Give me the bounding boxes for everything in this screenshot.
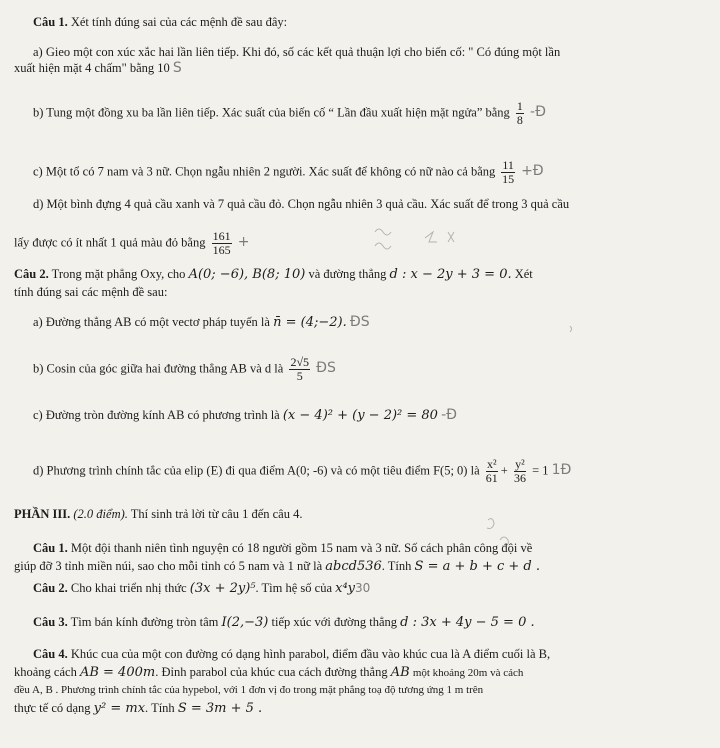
phan3-q3-center: I(2,−3) xyxy=(221,615,269,630)
handwritten-mark: S xyxy=(172,60,182,76)
phan3-heading xyxy=(14,506,302,522)
phan3-q2-text: Cho khai triển nhị thức xyxy=(70,581,187,595)
handwritten-mark: -Đ xyxy=(441,407,457,423)
scribble xyxy=(487,519,494,529)
phan3-q1-text2: giúp đỡ 3 tỉnh miền núi, sao cho mỗi tỉnh có 5 nam và 1 nữ là xyxy=(14,559,323,573)
cau2-a-vector: n̄ = (4;−2). xyxy=(273,315,347,330)
cau1-d-line2 xyxy=(14,230,249,257)
cau2-points: A(0; −6), B(8; 10) xyxy=(188,267,306,282)
phan3-q2-term: x⁴y xyxy=(335,581,356,596)
handwritten-mark: +Đ xyxy=(521,163,544,180)
phan3-q4-ab: AB xyxy=(390,665,410,680)
cau2-c-text: c) Đường tròn đường kính AB có phương trình là xyxy=(33,408,280,422)
phan3-title: PHẦN III. xyxy=(14,507,71,521)
cau1-b-text: b) Tung một đồng xu ba lần liên tiếp. Xác suất của biến cố “ Lần đầu xuất hiện mặt ngửa” bằng xyxy=(33,105,510,120)
scribble xyxy=(448,232,454,242)
cau1-heading xyxy=(33,14,287,30)
phan3-q1-line2 xyxy=(14,558,540,575)
cau2-line2: tính đúng sai các mệnh đề sau: xyxy=(14,285,168,299)
phan3-q4-text4a: thực tế có dạng xyxy=(14,701,91,715)
cau1-c xyxy=(33,159,544,186)
cau2-d: d) Phương trình chính tắc của elip (E) đi qua điểm A(0; -6) và có một tiêu điểm F(5; 0) là $\frac{\text{x²}}{61}$ + $\frac{\text{y²}}{36}$ = 1 1Đ xyxy=(33,457,572,485)
cau2-d-x-fraction: $\frac{\text{x²}}{61}$ xyxy=(485,457,498,485)
phan3-q1-eq: S = a + b + c + d . xyxy=(414,559,541,574)
phan3-q1-text3: . Tính xyxy=(381,559,412,573)
phan3-q4-text4b: . Tính xyxy=(145,701,175,715)
phan3-q3 xyxy=(33,614,535,631)
cau2-text-c: Xét xyxy=(514,267,533,281)
cau2-text-a: Trong mặt phẳng Oxy, cho xyxy=(51,267,186,281)
cau2-text-b: và đường thẳng xyxy=(308,267,387,281)
phan3-q4-text2a: khoảng cách xyxy=(14,665,77,679)
cau1-d-text: lấy được có ít nhất 1 quả màu đỏ bằng xyxy=(14,235,206,250)
phan3-desc: Thí sinh trả lời từ câu 1 đến câu 4. xyxy=(130,507,303,521)
phan3-q4-distance: AB = 400m xyxy=(79,665,156,680)
phan3-q2-title: Câu 2. xyxy=(33,581,68,595)
handwritten-mark: ĐS xyxy=(349,314,370,330)
phan3-q2 xyxy=(33,580,370,597)
scribble xyxy=(570,326,572,332)
phan3-q3-text2: tiếp xúc với đường thẳng xyxy=(271,615,398,629)
cau2-title: Câu 2. xyxy=(14,267,49,281)
cau2-d-y-fraction: $\frac{\text{y²}}{36}$ xyxy=(513,457,526,485)
phan3-q3-line: d : 3x + 4y − 5 = 0 . xyxy=(400,615,535,630)
phan3-q4-line3: đều A, B . Phương trình chính tắc của hypebol, với 1 đơn vị đo trong mặt phẳng toạ độ tương ứng 1 m trên xyxy=(14,684,484,696)
cau2-c xyxy=(33,407,457,424)
cau2-a xyxy=(33,314,370,331)
phan3-q4-text2c: một khoảng 20m và cách xyxy=(412,667,524,679)
handwritten-mark: ĐS xyxy=(316,360,336,377)
phan3-q1-title: Câu 1. xyxy=(33,541,68,555)
scribble xyxy=(375,229,391,235)
cau1-d-fraction: $\frac{161}{165}$ xyxy=(212,229,231,257)
scribble xyxy=(375,243,391,249)
cau1-c-fraction: $\frac{11}{15}$ xyxy=(502,158,515,186)
phan3-q4-line1 xyxy=(33,646,550,662)
phan3-q3-title: Câu 3. xyxy=(33,615,68,629)
cau1-b xyxy=(33,100,546,127)
cau2-a-text: a) Đường thẳng AB có một vectơ pháp tuyến là xyxy=(33,315,270,329)
phan3-q1-text: Một đội thanh niên tình nguyện có 18 người gồm 15 nam và 3 nữ. Số cách phân công đội về xyxy=(70,541,533,555)
cau1-a-line1: a) Gieo một con xúc xắc hai lần liên tiếp. Khi đó, số các kết quả thuận lợi cho biến cố: " Có đúng một lần xyxy=(33,45,561,59)
cau1-d-line1: d) Một bình đựng 4 quả cầu xanh và 7 quả cầu đỏ. Chọn ngẫu nhiên 3 quả cầu. Xác suất để trong 3 quả cầu xyxy=(33,197,570,211)
cau2-b-fraction: $\frac{2√5}{5}$ xyxy=(290,355,310,383)
handwritten-mark: + xyxy=(237,234,250,251)
cau2-b-text: b) Cosin của góc giữa hai đường thẳng AB và d là xyxy=(33,361,284,376)
cau1-a-text: xuất hiện mặt 4 chấm" bằng 10 xyxy=(14,61,170,75)
phan3-q4-parabola: y² = mx xyxy=(93,701,146,716)
cau1-c-text: c) Một tổ có 7 nam và 3 nữ. Chọn ngẫu nhiên 2 người. Xác suất để không có nữ nào cả bằng xyxy=(33,164,496,179)
cau1-b-fraction: $\frac{1}{8}$ xyxy=(516,99,523,127)
phan3-q4-eq: S = 3m + 5 . xyxy=(177,701,263,716)
cau2-d-text: d) Phương trình chính tắc của elip (E) đi qua điểm A(0; -6) và có một tiêu điểm F(5; 0) là xyxy=(33,463,480,478)
phan3-q2-binomial: (3x + 2y)⁵ xyxy=(189,581,256,596)
handwritten-mark: -Đ xyxy=(530,104,546,121)
cau1-intro: Xét tính đúng sai của các mệnh đề sau đây: xyxy=(70,15,288,29)
cau2-line1 xyxy=(14,266,533,283)
phan3-q1-line1 xyxy=(33,540,532,556)
scribble xyxy=(425,232,437,242)
phan3-q4-line2 xyxy=(14,664,523,681)
phan3-q4-text1: Khúc cua của một con đường có dạng hình parabol, điểm đầu vào khúc cua là A điểm cuối là B, xyxy=(70,647,551,661)
cau2-line-eq: d : x − 2y + 3 = 0. xyxy=(389,267,512,282)
cau2-d-tail: = 1 xyxy=(532,463,549,478)
handwritten-mark: 1Đ xyxy=(551,462,572,479)
cau2-b xyxy=(33,356,336,383)
phan3-q2-text2: . Tìm hệ số của xyxy=(255,581,333,595)
phan3-q3-text: Tìm bán kính đường tròn tâm xyxy=(70,615,219,629)
phan3-q1-number: abcd536 xyxy=(325,559,382,574)
cau1-title: Câu 1. xyxy=(33,15,68,29)
phan3-q4-text2b: . Đỉnh parabol của khúc cua cách đường thẳng xyxy=(155,665,388,679)
phan3-q4-title: Câu 4. xyxy=(33,647,68,661)
cau1-a-line2 xyxy=(14,60,182,76)
cau2-c-circle-eq: (x − 4)² + (y − 2)² = 80 xyxy=(282,408,438,423)
phan3-score: (2.0 điểm). xyxy=(73,507,128,521)
phan3-q4-line4 xyxy=(14,700,262,717)
handwritten-mark: 30 xyxy=(355,581,371,595)
